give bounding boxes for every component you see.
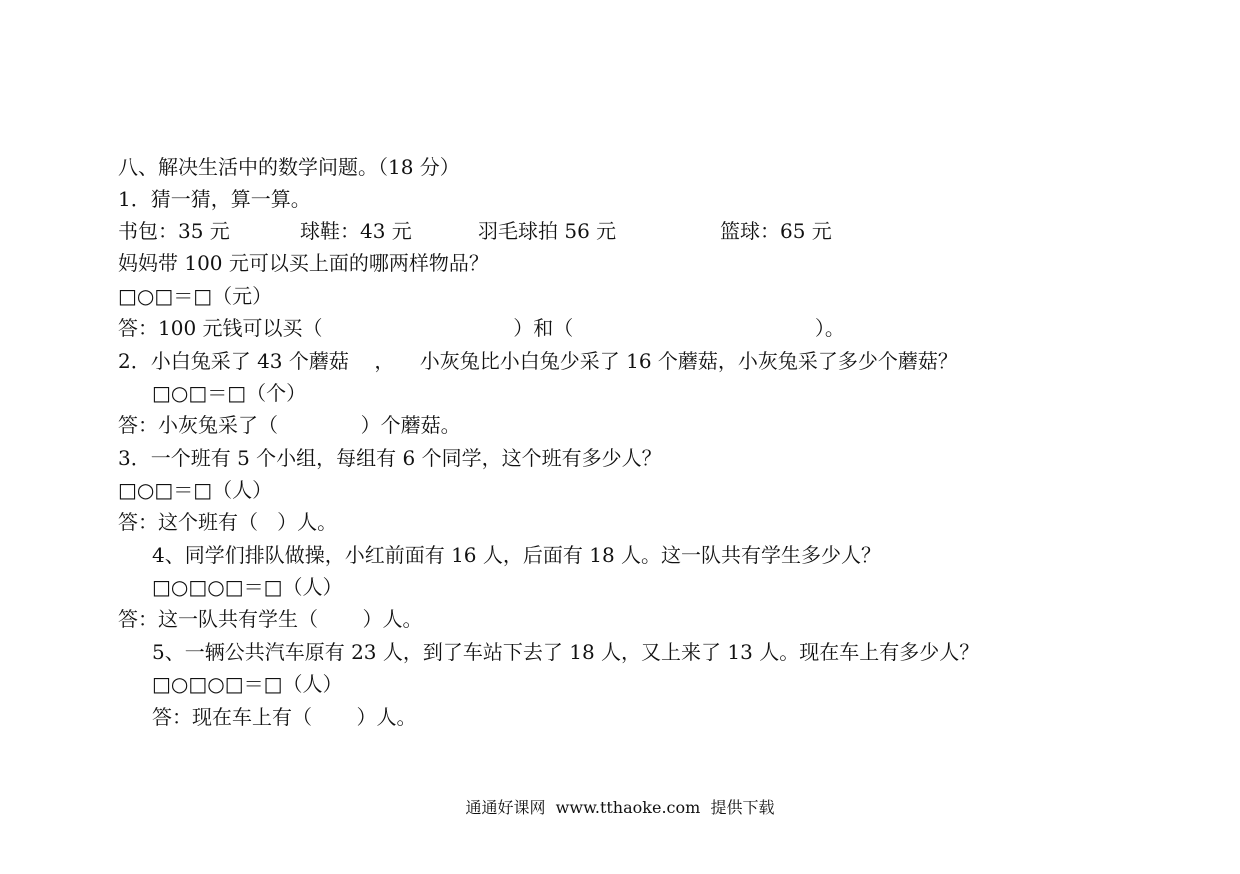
q3-formula: □○□＝□（人）: [118, 478, 273, 502]
q1-answer: 答：100 元钱可以买（ ）和（ ）。: [118, 316, 845, 340]
q3-question: 3．一个班有 5 个小组，每组有 6 个同学，这个班有多少人？: [118, 446, 662, 470]
q5-answer: 答：现在车上有（ ）人。: [152, 705, 417, 729]
q5-question: 5、一辆公共汽车原有 23 人，到了车站下去了 18 人，又上来了 13 人。现在车上有多少人？: [152, 640, 980, 664]
q4-answer: 答：这一队共有学生（ ）人。: [118, 607, 423, 631]
q1-question: 妈妈带 100 元可以买上面的哪两样物品？: [118, 251, 489, 275]
page-footer: 通通好课网 www.tthaoke.com 提供下载: [465, 798, 775, 817]
q2-formula: □○□＝□（个）: [152, 381, 307, 405]
q2-question: 2．小白兔采了 43 个蘑菇 ， 小灰兔比小白兔少采了 16 个蘑菇，小灰兔采了多少个蘑菇？: [118, 349, 958, 373]
q1-item-bag: 书包：35 元: [118, 219, 230, 243]
section-title: 八、解决生活中的数学问题。（18 分）: [118, 155, 460, 179]
q1-heading: 1．猜一猜，算一算。: [118, 187, 311, 211]
q4-question: 4、同学们排队做操，小红前面有 16 人，后面有 18 人。这一队共有学生多少人？: [152, 543, 882, 567]
q3-answer: 答：这个班有（ ）人。: [118, 510, 338, 534]
q1-item-basketball: 篮球：65 元: [720, 219, 832, 243]
q4-formula: □○□○□＝□（人）: [152, 575, 343, 599]
q1-formula: □○□＝□（元）: [118, 284, 273, 308]
q1-item-shoes: 球鞋：43 元: [300, 219, 412, 243]
q2-answer: 答：小灰兔采了（ ）个蘑菇。: [118, 413, 461, 437]
q1-item-racket: 羽毛球拍 56 元: [478, 219, 617, 243]
q5-formula: □○□○□＝□（人）: [152, 672, 343, 696]
